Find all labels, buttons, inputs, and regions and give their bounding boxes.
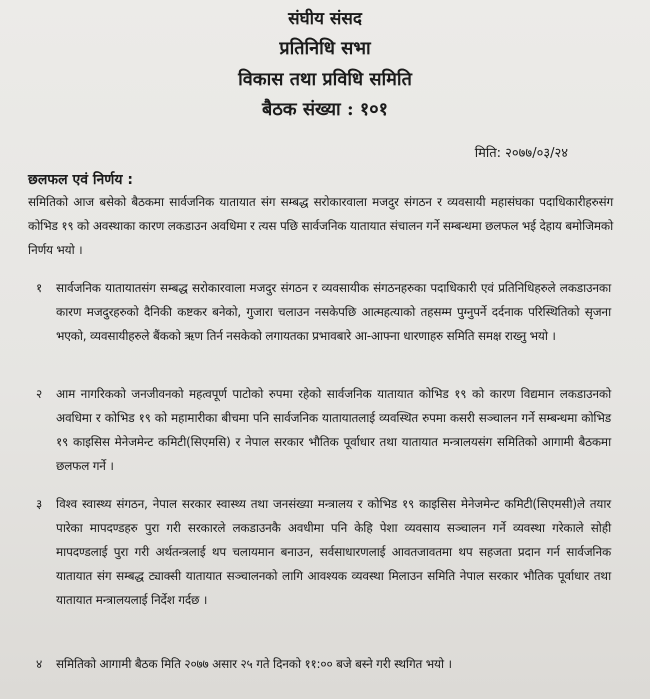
decision-item-4: समितिको आगामी बैठक मिति २०७७ असार २५ गते दिनको ११:०० बजे बस्ने गरी स्थगित भयो । <box>56 657 452 671</box>
decision-item-3: विश्व स्वास्थ्य संगठन, नेपाल सरकार स्वास्थ्य तथा जनसंख्या मन्त्रालय र कोभिड १९ काइसिस मेनेजमेन्ट कमिटी(सिएमसी)ले तयार पारेका मापदण्डहरु पुरा गरी सरकारले लकडाउनकै अवधीमा पनि केहि पेशा व्यवसाय सञ्चालन गर्ने व्यवस्था गरेकाले सोही मापदण्डलाई पुरा गरी अर्थतन्त्रलाई थप चलायमान बनाउन, सर्वसाधारणलाई आवतजावतमा थप सहजता प्रदान गर्न सार्वजनिक यातायात संग सम्बद्ध ट्याक्सी यातायात सञ्चालनको लागि आवश्यक व्यवस्था मिलाउन समिति नेपाल सरकार भौतिक पूर्वाधार तथा यातायात मन्त्रालयलाई निर्देश गर्दछ । <box>56 497 611 607</box>
section-title: छलफल एवं निर्णय : <box>28 172 133 188</box>
header-meeting-number: बैठक संख्या : १०१ <box>262 99 388 120</box>
header-committee-name: विकास तथा प्रविधि समिति <box>238 69 412 90</box>
header-house-of-representatives: प्रतिनिधि सभा <box>279 38 371 59</box>
item-number: १ <box>36 281 43 295</box>
item-number: ४ <box>36 657 43 671</box>
item-number: २ <box>36 387 43 401</box>
header-federal-parliament: संघीय संसद <box>288 9 362 29</box>
intro-paragraph: समितिको आज बसेको बैठकमा सार्वजनिक यातायात संग सम्बद्ध सरोकारवाला मजदुर संगठन र व्यवसायी महासंघका पदाधिकारीहरुसंग कोभिड १९ को अवस्थाका कारण लकडाउन अवधिमा र त्यस पछि सार्वजनिक यातायात संचालन गर्ने सम्बन्धमा छलफल भई देहाय बमोजिमको निर्णय भयो । <box>28 195 613 257</box>
decision-item-2: आम नागरिकको जनजीवनको महत्वपूर्ण पाटोको रुपमा रहेको सार्वजनिक यातायात कोभिड १९ को कारण विद्यमान लकडाउनको अवधिमा र कोभिड १९ को महामारीका बीचमा पनि सार्वजनिक यातायातलाई व्यवस्थित रुपमा कसरी सञ्चालन गर्ने सम्बन्धमा कोभिड १९ काइसिस मेनेजमेन्ट कमिटी(सिएमसि) र नेपाल सरकार भौतिक पूर्वाधार तथा यातायात मन्त्रालयसंग समितिको आगामी बैठकमा छलफल गर्ने । <box>56 387 611 473</box>
decision-item-1: सार्वजनिक यातायातसंग सम्बद्ध सरोकारवाला मजदुर संगठन र व्यवसायीक संगठनहरुका पदाधिकारी एवं प्रतिनिधिहरुले लकडाउनका कारण मजदुरहरुको दैनिकी कष्टकर बनेको, गुजारा चलाउन नसकेपछि आत्महत्याको तहसम्म पुग्नुपर्ने दर्दनाक परिस्थितिको सृजना भएको, व्यवसायीहरुले बैंकको ऋण तिर्न नसकेको लगायतका प्रभावबारे आ-आफ्ना धारणाहरु समिति समक्ष राख्नु भयो । <box>56 281 611 343</box>
meeting-date: मिति: २०७७/०३/२४ <box>474 146 568 161</box>
item-number: ३ <box>36 497 43 511</box>
